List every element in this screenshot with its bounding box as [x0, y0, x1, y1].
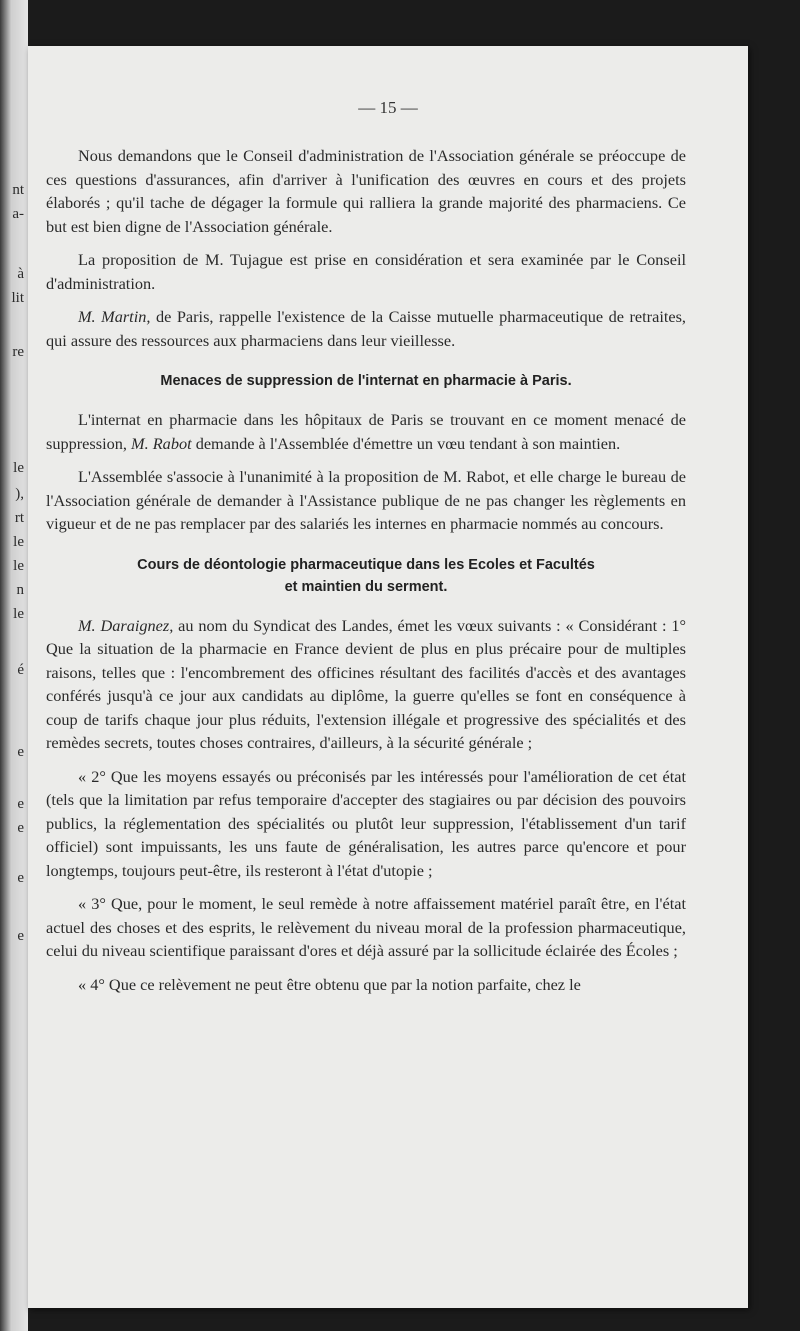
margin-fragment: e — [17, 820, 24, 836]
margin-fragment: e — [17, 870, 24, 886]
paragraph-text: L'internat en pharmacie dans les hôpitaux de Paris se trouvant en ce moment menacé de suppression, — [46, 410, 686, 453]
paragraph-point-2: « 2° Que les moyens essayés ou préconisés par les intéressés pour l'amélioration de cet état (tels que la limitation par refus temporaire d'accepter des stagiaires ou par décision des pouvoirs publics, la réglementation des spécialités ou plutôt leur suppression, l'établissement d'un tarif officiel) sont impuissants, les uns faute de généralisation, les autres parce qu'encore et pour longtemps, toujours peut-être, ils resteront à l'état d'utopie ; — [46, 766, 686, 880]
margin-fragment: n — [16, 582, 24, 598]
paragraph-text: au nom du Syndicat des Landes, émet les vœux suivants : « Considérant : 1° Que la situation de la pharmacie en France devient de plus en plus précaire pour de multiples raisons, telles que : l'encombrement des officines résultant des facilités d'accès et des avantages conférés jusqu'à ce jour aux candidats au diplôme, la guerre qu'elles se font en conséquence à coup de tarifs chaque jour plus réduits, l'extension illégale et progressive des spécialités et des remèdes secrets, toutes choses contraires, d'ailleurs, à la sécurité générale ; — [46, 615, 687, 752]
margin-fragment: lit — [11, 290, 24, 306]
speaker-name: M. Rabot — [131, 433, 192, 453]
book-page — [28, 46, 748, 1308]
margin-fragment: e — [17, 796, 24, 812]
margin-fragment: re — [12, 344, 24, 360]
margin-fragment: e — [17, 928, 24, 944]
margin-fragment: le — [13, 534, 24, 550]
paragraph-martin — [46, 305, 686, 352]
heading-line: et maintien du serment. — [284, 578, 448, 595]
paragraph-text: de Paris, rappelle l'existence de la Caisse mutuelle pharmaceutique de retraites, qui assure des ressources aux pharmaciens dans leur vieillesse. — [46, 307, 686, 350]
paragraph-point-4: « 4° Que ce relèvement ne peut être obtenu que par la notion parfaite, chez le — [78, 974, 581, 994]
paragraph-daraignez — [46, 614, 686, 755]
paragraph-point-3: « 3° Que, pour le moment, le seul remède à notre affaissement matériel paraît être, en l'état actuel des choses et des esprits, le relèvement du niveau moral de la profession pharmaceutique, celui du niveau scientifique paraissant d'ores et déjà assuré par la sollicitude éclairée des Écoles ; — [46, 894, 686, 960]
margin-fragment: le — [13, 558, 24, 574]
section-heading-deontologie — [46, 554, 686, 598]
margin-fragment: à — [17, 266, 24, 282]
page-body — [46, 144, 686, 1002]
paragraph-text: demande à l'Assemblée d'émettre un vœu tendant à son maintien. — [191, 433, 621, 453]
paragraph-tujague: La proposition de M. Tujague est prise en considération et sera examinée par le Conseil d'administration. — [46, 250, 686, 293]
margin-fragment: rt — [14, 510, 24, 526]
margin-fragment: é — [17, 662, 24, 678]
paragraph-assurances: Nous demandons que le Conseil d'administration de l'Association générale se préoccupe de ces questions d'assurances, afin d'arriver à l'unification des œuvres en cours et des projets élaborés ; qu'il tache de dégager la formule qui ralliera la grande majorité des pharmaciens. Ce but est bien digne de l'Association générale. — [46, 146, 686, 236]
adjacent-page-strip — [0, 0, 28, 1331]
margin-fragment: a- — [12, 206, 24, 222]
heading-line: Cours de déontologie pharmaceutique dans les Ecoles et Facultés — [137, 556, 595, 573]
margin-fragment: le — [13, 460, 24, 476]
margin-fragment: e — [17, 744, 24, 760]
page-number: — 15 — — [358, 98, 418, 117]
margin-fragment: nt — [12, 182, 24, 198]
speaker-name: M. Martin, — [78, 307, 151, 326]
margin-fragment: ), — [15, 486, 24, 502]
speaker-name: M. Daraignez, — [78, 615, 174, 635]
paragraph-internat — [46, 408, 686, 455]
section-heading-internat: Menaces de suppression de l'internat en pharmacie à Paris. — [160, 373, 572, 389]
margin-fragment: le — [13, 606, 24, 622]
paragraph-assemblee: L'Assemblée s'associe à l'unanimité à la proposition de M. Rabot, et elle charge le bureau de l'Association générale de demander à l'Assistance publique de ne pas changer les règlements en vigueur et de ne pas remplacer par des salariés les internes en pharmacie nommés au concours. — [46, 467, 686, 533]
